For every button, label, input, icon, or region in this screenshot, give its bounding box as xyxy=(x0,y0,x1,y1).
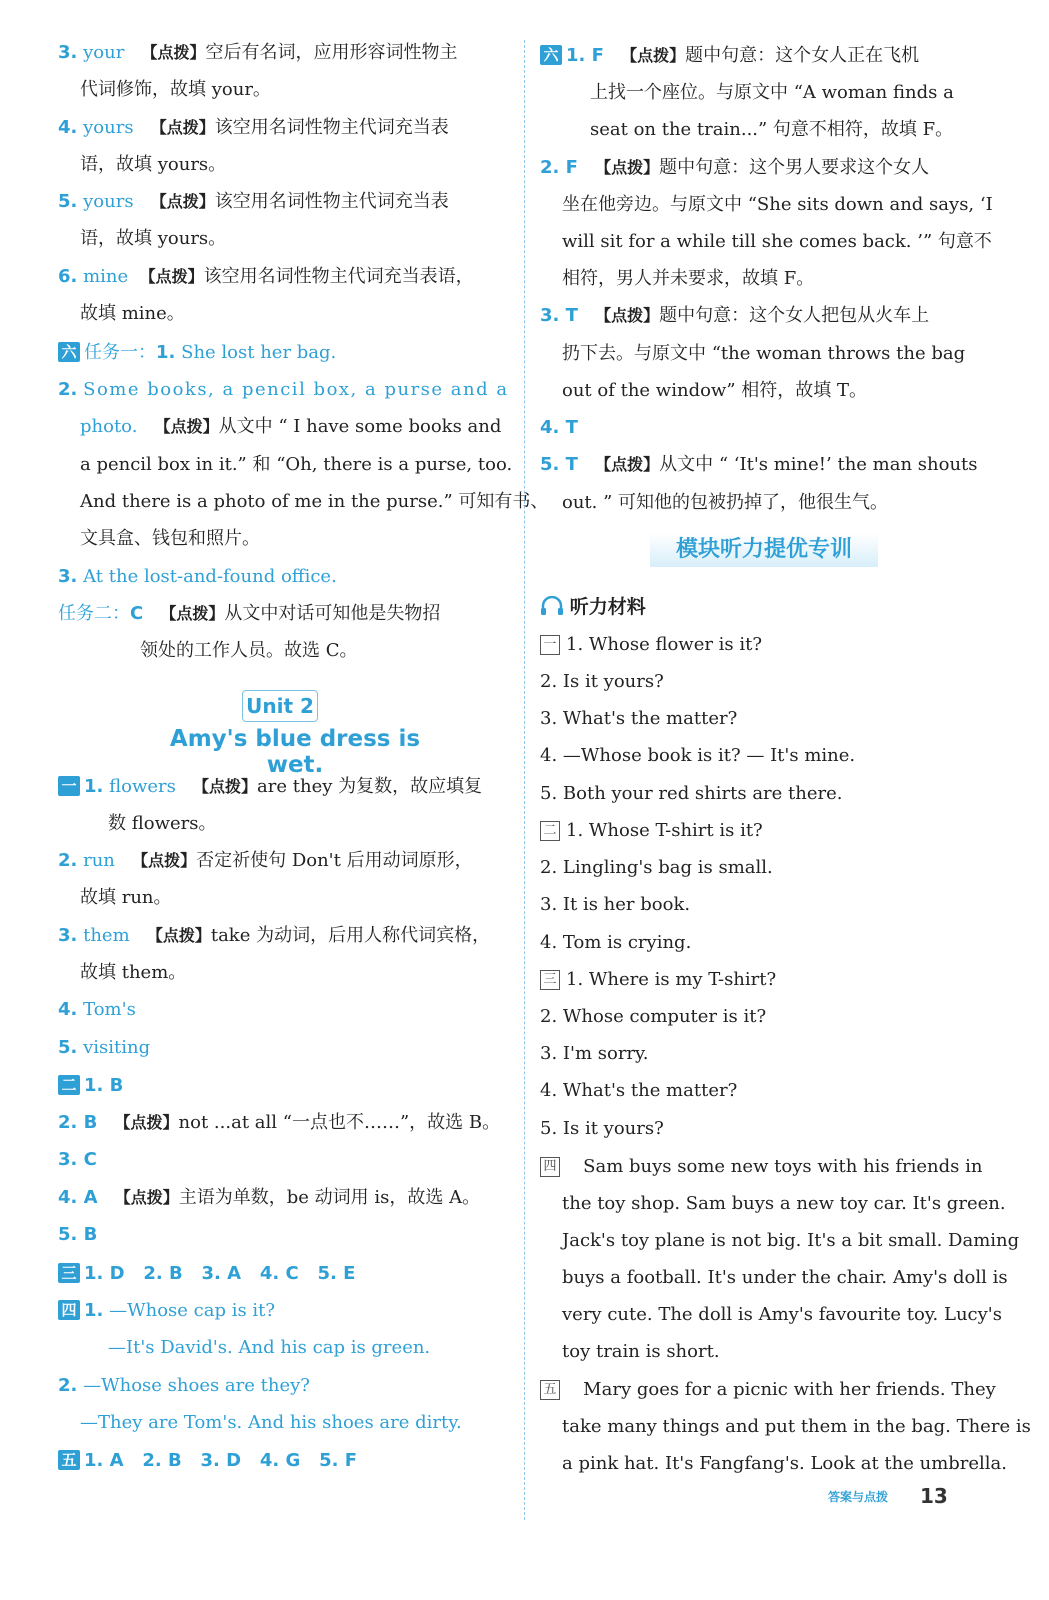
answer-continuation: 故填 them。 xyxy=(80,962,187,983)
listening-item: 2. Is it yours? xyxy=(540,671,664,692)
passage-line: the toy shop. Sam buys a new toy car. It's green. xyxy=(562,1193,1006,1214)
section-badge: 五 xyxy=(58,1450,80,1470)
section-badge: 二 xyxy=(540,821,560,841)
answer-continuation: 领处的工作人员。故选 C。 xyxy=(140,640,358,661)
answer-continuation: photo. 【点拨】从文中 “ I have some books and xyxy=(80,416,502,437)
answer-continuation: 故填 mine。 xyxy=(80,303,185,324)
listening-item: 5. Is it yours? xyxy=(540,1118,664,1139)
answer-item: 2. —Whose shoes are they? xyxy=(58,1375,310,1396)
answer-item: 4. yours 【点拨】该空用名词性物主代词充当表 xyxy=(58,117,449,138)
passage-line: toy train is short. xyxy=(562,1341,720,1362)
listening-item: 4. What's the matter? xyxy=(540,1080,738,1101)
answer-item: 4. Tom's xyxy=(58,999,136,1020)
answer-item: 3. C xyxy=(58,1149,97,1170)
listening-item: 3. I'm sorry. xyxy=(540,1043,649,1064)
answer-continuation: 语，故填 yours。 xyxy=(80,228,227,249)
section-badge: 一 xyxy=(58,776,80,796)
answer-continuation: 语，故填 yours。 xyxy=(80,154,227,175)
answer-item: 5. yours 【点拨】该空用名词性物主代词充当表 xyxy=(58,191,449,212)
answer-item: 六 任务一：1. She lost her bag. xyxy=(58,340,336,366)
passage-line: 五 Mary goes for a picnic with her friends. They xyxy=(540,1377,996,1403)
answer-item: 四 1. —Whose cap is it? xyxy=(58,1298,275,1324)
module-title: 模块听力提优专训 xyxy=(650,533,878,567)
column-divider xyxy=(524,40,525,1520)
listening-heading: 听力材料 xyxy=(540,594,646,621)
answer-continuation: out of the window” 相符，故填 T。 xyxy=(562,380,867,401)
section-badge: 六 xyxy=(540,45,562,65)
answer-item: 3. them 【点拨】take 为动词，后用人称代词宾格， xyxy=(58,925,491,946)
answer-item: 4. A 【点拨】主语为单数，be 动词用 is，故选 A。 xyxy=(58,1187,481,1208)
answer-continuation: 数 flowers。 xyxy=(108,813,217,834)
answer-continuation: a pencil box in it.” 和 “Oh, there is a purse, too. xyxy=(80,454,513,475)
page-number: 13 xyxy=(920,1484,948,1508)
answer-continuation: —It's David's. And his cap is green. xyxy=(108,1337,431,1358)
answer-continuation: 代词修饰，故填 your。 xyxy=(80,79,271,100)
section-badge: 五 xyxy=(540,1380,560,1400)
answer-continuation: 上找一个座位。与原文中 “A woman finds a xyxy=(590,82,954,103)
answer-item: 一 1. flowers 【点拨】are they 为复数，故应填复 xyxy=(58,774,482,800)
headphones-icon xyxy=(540,596,564,616)
unit-title: Amy's blue dress is wet. xyxy=(169,726,421,778)
answer-item: 六 1. F 【点拨】题中句意：这个女人正在飞机 xyxy=(540,43,919,69)
passage-line: take many things and put them in the bag. There is xyxy=(562,1416,1031,1437)
answer-continuation: out. ” 可知他的包被扔掉了，他很生气。 xyxy=(562,492,889,513)
answer-item: 5. B xyxy=(58,1224,98,1245)
section-badge: 四 xyxy=(540,1157,560,1177)
passage-line: a pink hat. It's Fangfang's. Look at the umbrella. xyxy=(562,1453,1008,1474)
answer-item: 二 1. B xyxy=(58,1073,123,1099)
section-badge: 六 xyxy=(58,342,80,362)
section-badge: 二 xyxy=(58,1075,80,1095)
listening-item: 三 1. Where is my T-shirt? xyxy=(540,967,776,993)
footer-label: 答案与点拨 xyxy=(828,1490,889,1504)
answer-item: 6. mine 【点拨】该空用名词性物主代词充当表语， xyxy=(58,266,474,287)
answer-continuation: 扔下去。与原文中 “the woman throws the bag xyxy=(562,343,966,364)
answer-item: 2. F 【点拨】题中句意：这个男人要求这个女人 xyxy=(540,157,930,178)
answer-continuation: And there is a photo of me in the purse.” 可知有书、 xyxy=(80,491,549,512)
listening-item: 一 1. Whose flower is it? xyxy=(540,632,762,658)
listening-item: 4. Tom is crying. xyxy=(540,932,692,953)
listening-item: 4. —Whose book is it? — It's mine. xyxy=(540,745,856,766)
passage-line: Jack's toy plane is not big. It's a bit small. Daming xyxy=(562,1230,1020,1251)
passage-line: 四 Sam buys some new toys with his friends in xyxy=(540,1154,982,1180)
answer-item: 五 1. A 2. B 3. D 4. G 5. F xyxy=(58,1448,357,1474)
listening-item: 2. Lingling's bag is small. xyxy=(540,857,773,878)
answer-item: 任务二：C 【点拨】从文中对话可知他是失物招 xyxy=(58,603,441,624)
unit-label: Unit 2 xyxy=(242,690,318,722)
listening-item: 3. It is her book. xyxy=(540,894,691,915)
answer-continuation: 故填 run。 xyxy=(80,887,172,908)
answer-item: 3. T 【点拨】题中句意：这个女人把包从火车上 xyxy=(540,305,930,326)
listening-item: 2. Whose computer is it? xyxy=(540,1006,767,1027)
answer-item: 2. run 【点拨】否定祈使句 Don't 后用动词原形， xyxy=(58,850,473,871)
answer-item: 3. your 【点拨】空后有名词，应用形容词性物主 xyxy=(58,42,458,63)
listening-item: 5. Both your red shirts are there. xyxy=(540,783,843,804)
listening-item: 3. What's the matter? xyxy=(540,708,738,729)
section-badge: 四 xyxy=(58,1300,80,1320)
passage-line: buys a football. It's under the chair. Amy's doll is xyxy=(562,1267,1008,1288)
answer-item: 5. T 【点拨】从文中 “ ‘It's mine!’ the man shouts xyxy=(540,454,978,475)
section-badge: 一 xyxy=(540,635,560,655)
answer-continuation: 坐在他旁边。与原文中 “She sits down and says, ‘I xyxy=(562,194,993,215)
answer-item: 2. Some books, a pencil box, a purse and a xyxy=(58,379,509,400)
section-badge: 三 xyxy=(540,970,560,990)
passage-line: very cute. The doll is Amy's favourite toy. Lucy's xyxy=(562,1304,1002,1325)
answer-item: 4. T xyxy=(540,417,578,438)
section-badge: 三 xyxy=(58,1263,80,1283)
answer-continuation: seat on the train...” 句意不相符，故填 F。 xyxy=(590,119,954,140)
answer-continuation: 文具盒、钱包和照片。 xyxy=(80,528,260,549)
answer-item: 5. visiting xyxy=(58,1037,151,1058)
answer-item: 三 1. D 2. B 3. A 4. C 5. E xyxy=(58,1261,355,1287)
listening-item: 二 1. Whose T-shirt is it? xyxy=(540,818,763,844)
answer-continuation: 相符，男人并未要求，故填 F。 xyxy=(562,268,815,289)
answer-item: 3. At the lost-and-found office. xyxy=(58,566,337,587)
answer-continuation: will sit for a while till she comes back. ’” 句意不 xyxy=(562,231,992,252)
answer-item: 2. B 【点拨】not ...at all “一点也不……”，故选 B。 xyxy=(58,1112,501,1133)
answer-continuation: —They are Tom's. And his shoes are dirty. xyxy=(80,1412,462,1433)
